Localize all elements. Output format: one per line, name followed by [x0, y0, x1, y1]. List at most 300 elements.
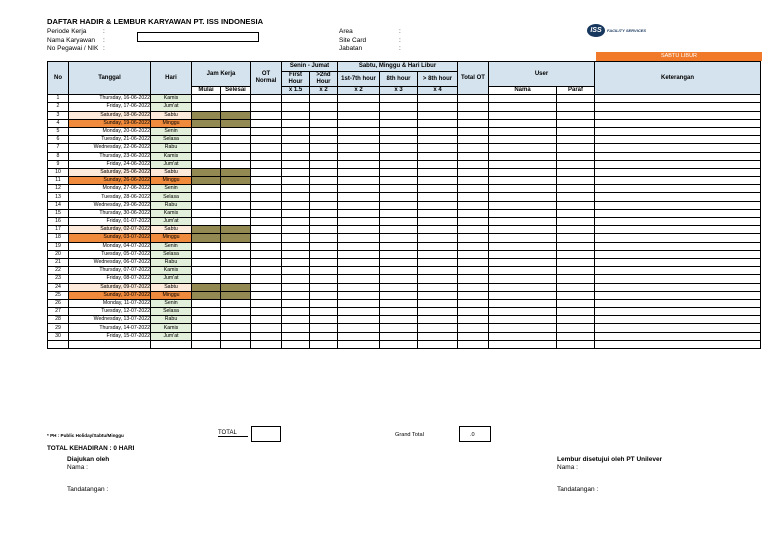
ot-normal-cell[interactable]	[251, 103, 282, 111]
h1-7-cell[interactable]	[338, 111, 380, 119]
selesai-cell[interactable]	[221, 283, 251, 291]
keterangan-cell[interactable]	[595, 234, 761, 242]
nama-cell[interactable]	[489, 201, 557, 209]
h8-cell[interactable]	[380, 308, 418, 316]
nama-cell[interactable]	[489, 234, 557, 242]
second-hour-cell[interactable]	[310, 218, 338, 226]
keterangan-cell[interactable]	[595, 291, 761, 299]
ot-normal-cell[interactable]	[251, 168, 282, 176]
keterangan-cell[interactable]	[595, 127, 761, 135]
second-hour-cell[interactable]	[310, 275, 338, 283]
mulai-cell[interactable]	[192, 242, 221, 250]
selesai-cell[interactable]	[221, 316, 251, 324]
h8-cell[interactable]	[380, 209, 418, 217]
h1-7-cell[interactable]	[338, 209, 380, 217]
first-hour-cell[interactable]	[282, 275, 310, 283]
h8plus-cell[interactable]	[418, 242, 458, 250]
first-hour-cell[interactable]	[282, 111, 310, 119]
second-hour-cell[interactable]	[310, 185, 338, 193]
h1-7-cell[interactable]	[338, 160, 380, 168]
keterangan-cell[interactable]	[595, 136, 761, 144]
total-ot-cell[interactable]	[458, 299, 489, 307]
second-hour-cell[interactable]	[310, 250, 338, 258]
paraf-cell[interactable]	[557, 111, 595, 119]
second-hour-cell[interactable]	[310, 316, 338, 324]
h8-cell[interactable]	[380, 332, 418, 340]
selesai-cell[interactable]	[221, 185, 251, 193]
mulai-cell[interactable]	[192, 95, 221, 103]
ot-normal-cell[interactable]	[251, 95, 282, 103]
total-ot-cell[interactable]	[458, 193, 489, 201]
mulai-cell[interactable]	[192, 177, 221, 185]
paraf-cell[interactable]	[557, 299, 595, 307]
h8plus-cell[interactable]	[418, 258, 458, 266]
h1-7-cell[interactable]	[338, 234, 380, 242]
paraf-cell[interactable]	[557, 127, 595, 135]
h8plus-cell[interactable]	[418, 283, 458, 291]
h1-7-cell[interactable]	[338, 119, 380, 127]
selesai-cell[interactable]	[221, 242, 251, 250]
h8plus-cell[interactable]	[418, 226, 458, 234]
first-hour-cell[interactable]	[282, 127, 310, 135]
mulai-cell[interactable]	[192, 291, 221, 299]
ot-normal-cell[interactable]	[251, 185, 282, 193]
ot-normal-cell[interactable]	[251, 283, 282, 291]
total-ot-cell[interactable]	[458, 234, 489, 242]
h8-cell[interactable]	[380, 250, 418, 258]
h8-cell[interactable]	[380, 258, 418, 266]
keterangan-cell[interactable]	[595, 299, 761, 307]
nama-cell[interactable]	[489, 168, 557, 176]
total-ot-cell[interactable]	[458, 95, 489, 103]
h8plus-cell[interactable]	[418, 209, 458, 217]
keterangan-cell[interactable]	[595, 160, 761, 168]
paraf-cell[interactable]	[557, 103, 595, 111]
total-ot-cell[interactable]	[458, 152, 489, 160]
nama-cell[interactable]	[489, 193, 557, 201]
h8plus-cell[interactable]	[418, 308, 458, 316]
mulai-cell[interactable]	[192, 209, 221, 217]
h8-cell[interactable]	[380, 152, 418, 160]
second-hour-cell[interactable]	[310, 308, 338, 316]
ot-normal-cell[interactable]	[251, 299, 282, 307]
nama-cell[interactable]	[489, 119, 557, 127]
nama-cell[interactable]	[489, 152, 557, 160]
h1-7-cell[interactable]	[338, 275, 380, 283]
keterangan-cell[interactable]	[595, 95, 761, 103]
selesai-cell[interactable]	[221, 136, 251, 144]
first-hour-cell[interactable]	[282, 308, 310, 316]
paraf-cell[interactable]	[557, 201, 595, 209]
h1-7-cell[interactable]	[338, 316, 380, 324]
h1-7-cell[interactable]	[338, 136, 380, 144]
mulai-cell[interactable]	[192, 250, 221, 258]
total-ot-cell[interactable]	[458, 250, 489, 258]
h1-7-cell[interactable]	[338, 177, 380, 185]
h8-cell[interactable]	[380, 144, 418, 152]
keterangan-cell[interactable]	[595, 250, 761, 258]
h1-7-cell[interactable]	[338, 308, 380, 316]
keterangan-cell[interactable]	[595, 201, 761, 209]
selesai-cell[interactable]	[221, 111, 251, 119]
first-hour-cell[interactable]	[282, 209, 310, 217]
first-hour-cell[interactable]	[282, 267, 310, 275]
total-ot-cell[interactable]	[458, 275, 489, 283]
second-hour-cell[interactable]	[310, 144, 338, 152]
h8plus-cell[interactable]	[418, 127, 458, 135]
selesai-cell[interactable]	[221, 209, 251, 217]
paraf-cell[interactable]	[557, 209, 595, 217]
selesai-cell[interactable]	[221, 119, 251, 127]
first-hour-cell[interactable]	[282, 95, 310, 103]
h1-7-cell[interactable]	[338, 299, 380, 307]
total-ot-cell[interactable]	[458, 160, 489, 168]
first-hour-cell[interactable]	[282, 258, 310, 266]
mulai-cell[interactable]	[192, 299, 221, 307]
h8-cell[interactable]	[380, 168, 418, 176]
keterangan-cell[interactable]	[595, 332, 761, 340]
nama-cell[interactable]	[489, 127, 557, 135]
nama-cell[interactable]	[489, 324, 557, 332]
paraf-cell[interactable]	[557, 185, 595, 193]
h8-cell[interactable]	[380, 103, 418, 111]
h8-cell[interactable]	[380, 119, 418, 127]
h8-cell[interactable]	[380, 136, 418, 144]
ot-normal-cell[interactable]	[251, 218, 282, 226]
total-ot-cell[interactable]	[458, 324, 489, 332]
h1-7-cell[interactable]	[338, 103, 380, 111]
keterangan-cell[interactable]	[595, 185, 761, 193]
h8-cell[interactable]	[380, 193, 418, 201]
h8plus-cell[interactable]	[418, 299, 458, 307]
total-ot-cell[interactable]	[458, 283, 489, 291]
paraf-cell[interactable]	[557, 250, 595, 258]
mulai-cell[interactable]	[192, 168, 221, 176]
selesai-cell[interactable]	[221, 95, 251, 103]
mulai-cell[interactable]	[192, 193, 221, 201]
h1-7-cell[interactable]	[338, 95, 380, 103]
mulai-cell[interactable]	[192, 316, 221, 324]
total-ot-cell[interactable]	[458, 103, 489, 111]
selesai-cell[interactable]	[221, 168, 251, 176]
second-hour-cell[interactable]	[310, 258, 338, 266]
h8plus-cell[interactable]	[418, 144, 458, 152]
second-hour-cell[interactable]	[310, 234, 338, 242]
keterangan-cell[interactable]	[595, 103, 761, 111]
keterangan-cell[interactable]	[595, 308, 761, 316]
h8plus-cell[interactable]	[418, 193, 458, 201]
keterangan-cell[interactable]	[595, 152, 761, 160]
paraf-cell[interactable]	[557, 95, 595, 103]
second-hour-cell[interactable]	[310, 111, 338, 119]
selesai-cell[interactable]	[221, 193, 251, 201]
nama-cell[interactable]	[489, 136, 557, 144]
second-hour-cell[interactable]	[310, 193, 338, 201]
h1-7-cell[interactable]	[338, 152, 380, 160]
ot-normal-cell[interactable]	[251, 193, 282, 201]
first-hour-cell[interactable]	[282, 332, 310, 340]
mulai-cell[interactable]	[192, 185, 221, 193]
selesai-cell[interactable]	[221, 291, 251, 299]
paraf-cell[interactable]	[557, 152, 595, 160]
ot-normal-cell[interactable]	[251, 316, 282, 324]
keterangan-cell[interactable]	[595, 267, 761, 275]
first-hour-cell[interactable]	[282, 185, 310, 193]
total-ot-cell[interactable]	[458, 308, 489, 316]
ot-normal-cell[interactable]	[251, 152, 282, 160]
mulai-cell[interactable]	[192, 119, 221, 127]
h8plus-cell[interactable]	[418, 177, 458, 185]
nama-cell[interactable]	[489, 209, 557, 217]
h8-cell[interactable]	[380, 185, 418, 193]
h8plus-cell[interactable]	[418, 201, 458, 209]
h8-cell[interactable]	[380, 299, 418, 307]
keterangan-cell[interactable]	[595, 275, 761, 283]
mulai-cell[interactable]	[192, 332, 221, 340]
h1-7-cell[interactable]	[338, 291, 380, 299]
paraf-cell[interactable]	[557, 291, 595, 299]
h8plus-cell[interactable]	[418, 185, 458, 193]
h1-7-cell[interactable]	[338, 127, 380, 135]
h8plus-cell[interactable]	[418, 234, 458, 242]
second-hour-cell[interactable]	[310, 332, 338, 340]
first-hour-cell[interactable]	[282, 168, 310, 176]
h8plus-cell[interactable]	[418, 324, 458, 332]
h1-7-cell[interactable]	[338, 226, 380, 234]
h1-7-cell[interactable]	[338, 168, 380, 176]
second-hour-cell[interactable]	[310, 160, 338, 168]
h8plus-cell[interactable]	[418, 275, 458, 283]
first-hour-cell[interactable]	[282, 177, 310, 185]
h8-cell[interactable]	[380, 324, 418, 332]
h8-cell[interactable]	[380, 218, 418, 226]
paraf-cell[interactable]	[557, 324, 595, 332]
selesai-cell[interactable]	[221, 299, 251, 307]
total-ot-cell[interactable]	[458, 291, 489, 299]
h8-cell[interactable]	[380, 201, 418, 209]
keterangan-cell[interactable]	[595, 283, 761, 291]
keterangan-cell[interactable]	[595, 209, 761, 217]
total-ot-cell[interactable]	[458, 226, 489, 234]
ot-normal-cell[interactable]	[251, 177, 282, 185]
keterangan-cell[interactable]	[595, 177, 761, 185]
nama-cell[interactable]	[489, 258, 557, 266]
ot-normal-cell[interactable]	[251, 111, 282, 119]
mulai-cell[interactable]	[192, 160, 221, 168]
first-hour-cell[interactable]	[282, 193, 310, 201]
first-hour-cell[interactable]	[282, 299, 310, 307]
h1-7-cell[interactable]	[338, 267, 380, 275]
mulai-cell[interactable]	[192, 144, 221, 152]
mulai-cell[interactable]	[192, 152, 221, 160]
total-ot-cell[interactable]	[458, 185, 489, 193]
h8plus-cell[interactable]	[418, 218, 458, 226]
second-hour-cell[interactable]	[310, 136, 338, 144]
ot-normal-cell[interactable]	[251, 234, 282, 242]
first-hour-cell[interactable]	[282, 144, 310, 152]
selesai-cell[interactable]	[221, 308, 251, 316]
ot-normal-cell[interactable]	[251, 226, 282, 234]
total-ot-cell[interactable]	[458, 127, 489, 135]
h8-cell[interactable]	[380, 95, 418, 103]
h1-7-cell[interactable]	[338, 185, 380, 193]
first-hour-cell[interactable]	[282, 201, 310, 209]
first-hour-cell[interactable]	[282, 316, 310, 324]
selesai-cell[interactable]	[221, 258, 251, 266]
paraf-cell[interactable]	[557, 267, 595, 275]
selesai-cell[interactable]	[221, 324, 251, 332]
keterangan-cell[interactable]	[595, 226, 761, 234]
mulai-cell[interactable]	[192, 234, 221, 242]
h8-cell[interactable]	[380, 177, 418, 185]
h8-cell[interactable]	[380, 127, 418, 135]
selesai-cell[interactable]	[221, 275, 251, 283]
h1-7-cell[interactable]	[338, 283, 380, 291]
nama-cell[interactable]	[489, 103, 557, 111]
paraf-cell[interactable]	[557, 160, 595, 168]
ot-normal-cell[interactable]	[251, 209, 282, 217]
h1-7-cell[interactable]	[338, 332, 380, 340]
mulai-cell[interactable]	[192, 201, 221, 209]
ot-normal-cell[interactable]	[251, 291, 282, 299]
mulai-cell[interactable]	[192, 283, 221, 291]
paraf-cell[interactable]	[557, 242, 595, 250]
first-hour-cell[interactable]	[282, 226, 310, 234]
selesai-cell[interactable]	[221, 160, 251, 168]
total-ot-cell[interactable]	[458, 267, 489, 275]
mulai-cell[interactable]	[192, 308, 221, 316]
total-ot-cell[interactable]	[458, 316, 489, 324]
second-hour-cell[interactable]	[310, 201, 338, 209]
second-hour-cell[interactable]	[310, 299, 338, 307]
first-hour-cell[interactable]	[282, 291, 310, 299]
h8plus-cell[interactable]	[418, 250, 458, 258]
mulai-cell[interactable]	[192, 258, 221, 266]
first-hour-cell[interactable]	[282, 103, 310, 111]
ot-normal-cell[interactable]	[251, 144, 282, 152]
ot-normal-cell[interactable]	[251, 127, 282, 135]
h8-cell[interactable]	[380, 275, 418, 283]
h8-cell[interactable]	[380, 291, 418, 299]
ot-normal-cell[interactable]	[251, 136, 282, 144]
first-hour-cell[interactable]	[282, 152, 310, 160]
nama-cell[interactable]	[489, 226, 557, 234]
mulai-cell[interactable]	[192, 267, 221, 275]
total-ot-cell[interactable]	[458, 111, 489, 119]
total-ot-cell[interactable]	[458, 119, 489, 127]
paraf-cell[interactable]	[557, 332, 595, 340]
paraf-cell[interactable]	[557, 218, 595, 226]
nama-cell[interactable]	[489, 332, 557, 340]
h8-cell[interactable]	[380, 316, 418, 324]
selesai-cell[interactable]	[221, 127, 251, 135]
mulai-cell[interactable]	[192, 218, 221, 226]
keterangan-cell[interactable]	[595, 218, 761, 226]
total-ot-cell[interactable]	[458, 209, 489, 217]
h1-7-cell[interactable]	[338, 258, 380, 266]
second-hour-cell[interactable]	[310, 242, 338, 250]
second-hour-cell[interactable]	[310, 324, 338, 332]
second-hour-cell[interactable]	[310, 119, 338, 127]
nama-cell[interactable]	[489, 283, 557, 291]
total-ot-cell[interactable]	[458, 242, 489, 250]
total-ot-cell[interactable]	[458, 136, 489, 144]
h8plus-cell[interactable]	[418, 103, 458, 111]
second-hour-cell[interactable]	[310, 95, 338, 103]
second-hour-cell[interactable]	[310, 177, 338, 185]
mulai-cell[interactable]	[192, 275, 221, 283]
keterangan-cell[interactable]	[595, 168, 761, 176]
h8plus-cell[interactable]	[418, 136, 458, 144]
total-ot-cell[interactable]	[458, 332, 489, 340]
paraf-cell[interactable]	[557, 275, 595, 283]
first-hour-cell[interactable]	[282, 234, 310, 242]
mulai-cell[interactable]	[192, 111, 221, 119]
ot-normal-cell[interactable]	[251, 201, 282, 209]
h8plus-cell[interactable]	[418, 95, 458, 103]
h8-cell[interactable]	[380, 160, 418, 168]
h8-cell[interactable]	[380, 234, 418, 242]
paraf-cell[interactable]	[557, 193, 595, 201]
mulai-cell[interactable]	[192, 226, 221, 234]
keterangan-cell[interactable]	[595, 119, 761, 127]
nama-cell[interactable]	[489, 299, 557, 307]
nama-cell[interactable]	[489, 316, 557, 324]
nama-cell[interactable]	[489, 95, 557, 103]
h8plus-cell[interactable]	[418, 316, 458, 324]
h8plus-cell[interactable]	[418, 152, 458, 160]
selesai-cell[interactable]	[221, 103, 251, 111]
nama-cell[interactable]	[489, 308, 557, 316]
h8plus-cell[interactable]	[418, 119, 458, 127]
selesai-cell[interactable]	[221, 234, 251, 242]
h1-7-cell[interactable]	[338, 324, 380, 332]
nama-cell[interactable]	[489, 291, 557, 299]
paraf-cell[interactable]	[557, 226, 595, 234]
ot-normal-cell[interactable]	[251, 250, 282, 258]
ot-normal-cell[interactable]	[251, 119, 282, 127]
second-hour-cell[interactable]	[310, 152, 338, 160]
nama-karyawan-field[interactable]	[137, 32, 259, 42]
first-hour-cell[interactable]	[282, 250, 310, 258]
nama-cell[interactable]	[489, 242, 557, 250]
second-hour-cell[interactable]	[310, 226, 338, 234]
total-ot-cell[interactable]	[458, 218, 489, 226]
nama-cell[interactable]	[489, 275, 557, 283]
paraf-cell[interactable]	[557, 316, 595, 324]
first-hour-cell[interactable]	[282, 218, 310, 226]
paraf-cell[interactable]	[557, 258, 595, 266]
second-hour-cell[interactable]	[310, 168, 338, 176]
h1-7-cell[interactable]	[338, 201, 380, 209]
h1-7-cell[interactable]	[338, 250, 380, 258]
h1-7-cell[interactable]	[338, 193, 380, 201]
mulai-cell[interactable]	[192, 136, 221, 144]
keterangan-cell[interactable]	[595, 193, 761, 201]
nama-cell[interactable]	[489, 144, 557, 152]
second-hour-cell[interactable]	[310, 291, 338, 299]
paraf-cell[interactable]	[557, 168, 595, 176]
second-hour-cell[interactable]	[310, 283, 338, 291]
ot-normal-cell[interactable]	[251, 242, 282, 250]
h8-cell[interactable]	[380, 242, 418, 250]
paraf-cell[interactable]	[557, 119, 595, 127]
h8plus-cell[interactable]	[418, 111, 458, 119]
second-hour-cell[interactable]	[310, 267, 338, 275]
ot-normal-cell[interactable]	[251, 258, 282, 266]
paraf-cell[interactable]	[557, 144, 595, 152]
selesai-cell[interactable]	[221, 177, 251, 185]
